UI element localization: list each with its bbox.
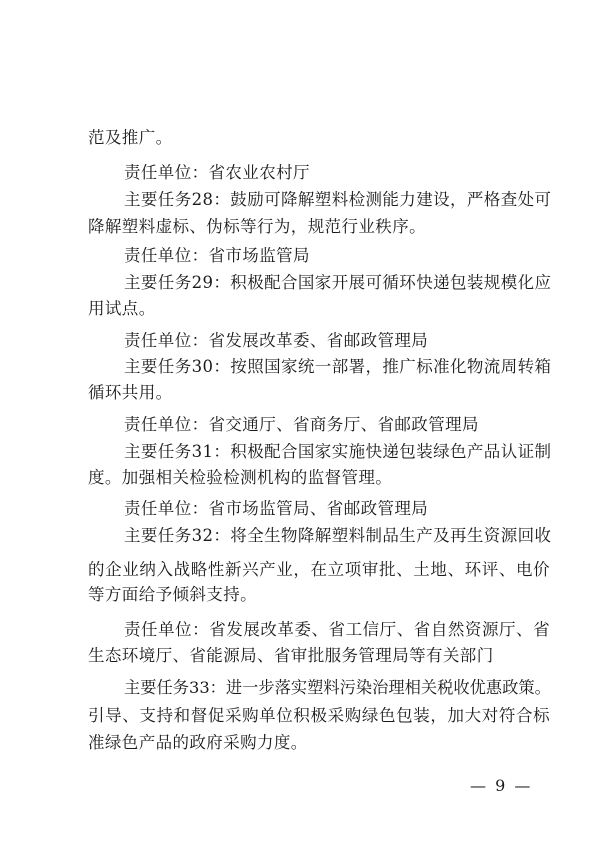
- text-line: 准绿色产品的政府采购力度。: [88, 733, 308, 752]
- responsible-unit-line: 责任单位：省交通厅、省商务厅、省邮政管理局: [124, 415, 479, 434]
- task-line: 主要任务31：积极配合国家实施快递包装绿色产品认证制: [124, 442, 552, 461]
- text-line: 的企业纳入战略性新兴产业，在立项审批、土地、环评、电价: [88, 560, 550, 579]
- responsible-unit-line: 责任单位：省发展改革委、省邮政管理局: [124, 331, 429, 350]
- responsible-unit-line: 责任单位：省发展改革委、省工信厅、省自然资源厅、省: [124, 620, 550, 639]
- page-number: — 9 —: [470, 776, 533, 795]
- responsible-unit-line: 责任单位：省农业农村厅: [124, 163, 310, 182]
- text-line: 范及推广。: [88, 128, 173, 147]
- task-line: 主要任务32：将全生物降解塑料制品生产及再生资源回收: [124, 526, 552, 545]
- text-line: 降解塑料虚标、伪标等行为，规范行业秩序。: [88, 217, 426, 236]
- task-line: 主要任务33：进一步落实塑料污染治理相关税收优惠政策。: [124, 678, 551, 697]
- text-line: 用试点。: [88, 299, 156, 318]
- task-line: 主要任务29：积极配合国家开展可循环快递包装规模化应: [124, 273, 552, 292]
- text-line: 等方面给予倾斜支持。: [88, 585, 257, 604]
- task-line: 主要任务30：按照国家统一部署，推广标准化物流周转箱: [124, 357, 552, 376]
- responsible-unit-line: 责任单位：省市场监管局、省邮政管理局: [124, 499, 429, 518]
- text-line: 生态环境厅、省能源局、省审批服务管理局等有关部门: [88, 646, 494, 665]
- text-line: 循环共用。: [88, 383, 173, 402]
- text-line: 度。加强相关检验检测机构的监督管理。: [88, 468, 393, 487]
- text-line: 引导、支持和督促采购单位积极采购绿色包装，加大对符合标: [88, 706, 550, 725]
- responsible-unit-line: 责任单位：省市场监管局: [124, 246, 310, 265]
- task-line: 主要任务28：鼓励可降解塑料检测能力建设，严格查处可: [124, 190, 552, 209]
